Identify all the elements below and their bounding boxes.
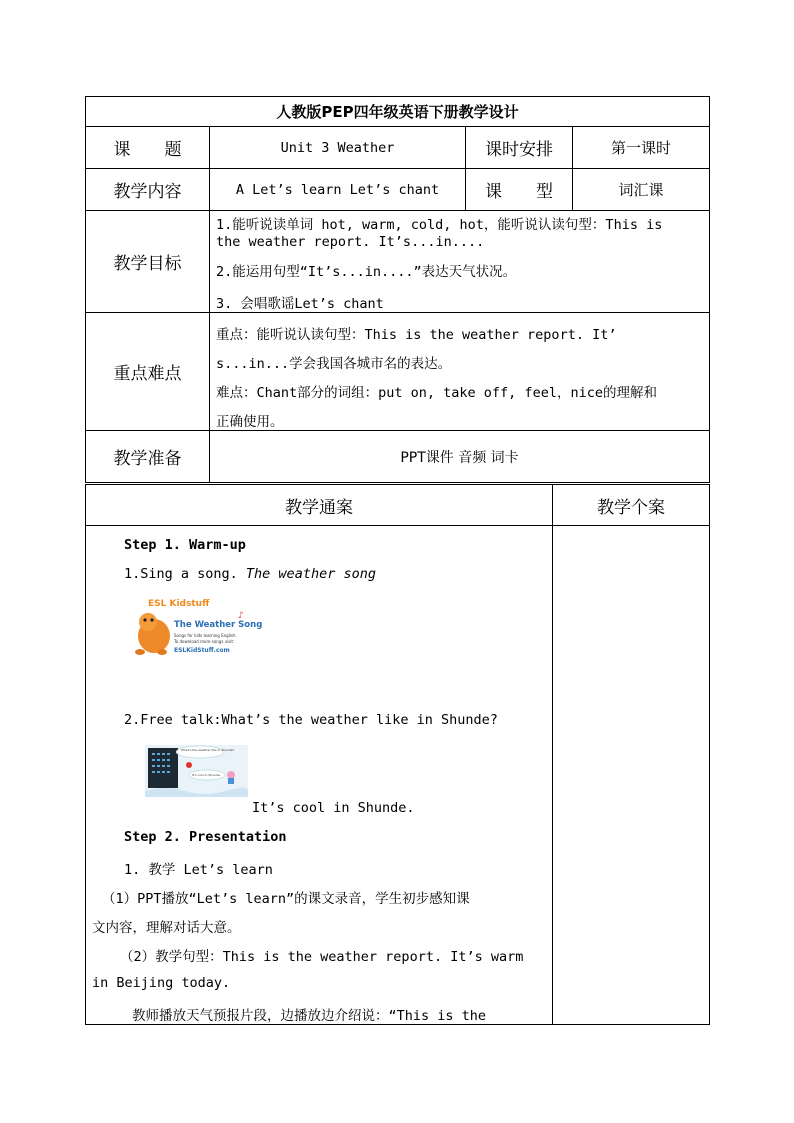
label-schedule: 课时安排: [466, 127, 573, 169]
label-type: 课 型: [466, 169, 573, 211]
sing-text: 1.Sing a song.: [124, 566, 246, 582]
sing-title: The weather song: [245, 566, 376, 582]
personal-plan-body: [553, 526, 710, 1025]
para1-line2: 文内容，理解对话大意。: [92, 920, 241, 936]
answer-line: It’s cool in Shunde.: [252, 800, 415, 816]
schedule-value: 第一课时: [573, 127, 710, 169]
topic-value: Unit 3 Weather: [210, 127, 466, 169]
para1-line1: （1）PPT播放“Let’s learn”的课文录音，学生初步感知课: [102, 891, 470, 907]
goal-line-2: the weather report. It’s...in....: [216, 234, 485, 250]
doc-title: 人教版PEP四年级英语下册教学设计: [86, 97, 710, 127]
label-topic: 课 题: [86, 127, 210, 169]
type-value: 词汇课: [573, 169, 710, 211]
para2-line2: in Beijing today.: [92, 975, 231, 991]
step2-heading: Step 2. Presentation: [124, 829, 287, 845]
banner-text: ESL Kidstuff: [148, 599, 210, 609]
goal-line-3: 2.能运用句型“It’s...in....”表达天气状况。: [216, 264, 517, 280]
label-prep: 教学准备: [86, 431, 210, 483]
song-site: ESLKidStuff.com: [174, 647, 230, 654]
info-table: [85, 96, 710, 483]
para2-line1: （2）教学句型：This is the weather report. It’s warm: [120, 949, 524, 965]
key-line-4: 正确使用。: [216, 414, 284, 430]
step1-heading: Step 1. Warm-up: [124, 537, 246, 553]
header-personal-plan: 教学个案: [553, 485, 710, 526]
key-cell: [210, 313, 710, 431]
goal-line-4: 3. 会唱歌谣Let’s chant: [216, 296, 384, 312]
para3-line1: 教师播放天气预报片段，边播放边介绍说：“This is the: [132, 1008, 487, 1024]
key-line-3: 难点：Chant部分的词组：put on, take off, feel，nice的理解和: [216, 385, 657, 401]
bubble-answer: It’s cool in Shunde.: [192, 773, 221, 777]
sing-line: [124, 566, 376, 582]
teach-line: 1. 教学 Let’s learn: [124, 862, 273, 878]
header-common-plan: 教学通案: [86, 485, 553, 526]
label-content: 教学内容: [86, 169, 210, 211]
key-line-2: s...in...学会我国各城市名的表达。: [216, 356, 452, 372]
free-talk-image: [145, 745, 248, 797]
music-note-icon: ♪: [238, 611, 244, 621]
song-sub1: Songs for kids learning English: [174, 633, 236, 638]
goal-line-1: 1.能听说读单词 hot, warm, cold, hot，能听说认读句型：This is: [216, 217, 663, 233]
bubble-question: What’s the weather like in Shunde?: [181, 748, 235, 752]
song-title-text: The Weather Song: [174, 620, 263, 630]
content-value: A Let’s learn Let’s chant: [210, 169, 466, 211]
label-goals: 教学目标: [86, 211, 210, 313]
weather-song-graphic: [132, 594, 263, 662]
weather-song-image: [132, 594, 263, 662]
prep-value: PPT课件 音频 词卡: [210, 431, 710, 483]
song-sub2: To download more songs visit:: [174, 639, 235, 644]
key-line-1: 重点：能听说认读句型：This is the weather report. It’: [216, 327, 617, 343]
label-key: 重点难点: [86, 313, 210, 431]
free-talk-graphic: [145, 745, 248, 797]
goals-cell: [210, 211, 710, 313]
free-talk-line: 2.Free talk:What’s the weather like in Shunde?: [124, 712, 498, 728]
